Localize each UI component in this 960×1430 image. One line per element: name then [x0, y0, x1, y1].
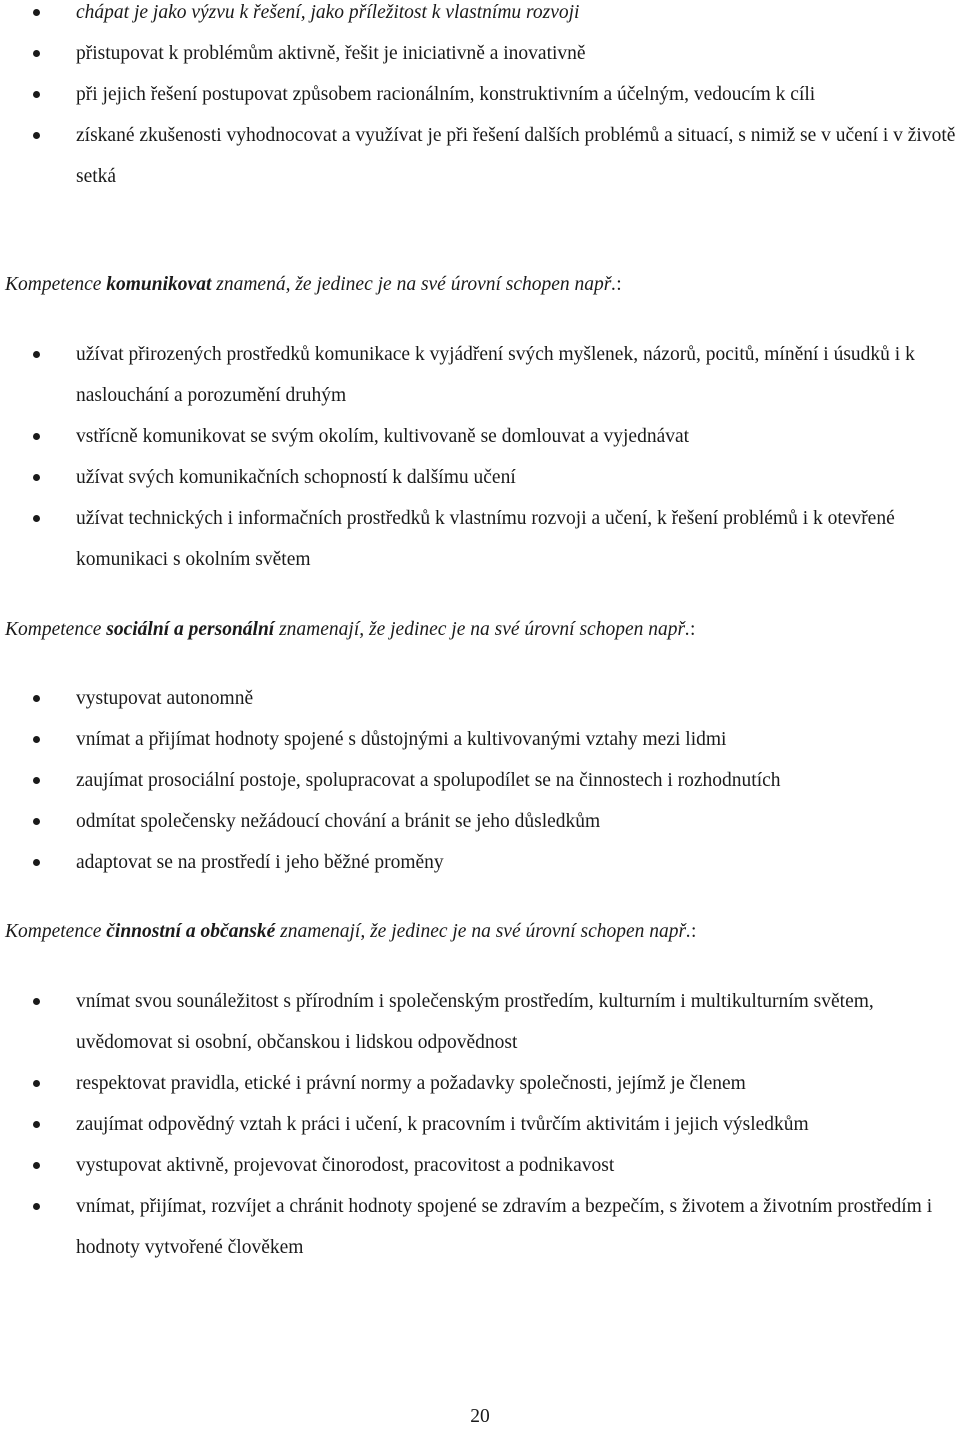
- list-item: [0, 1063, 960, 1104]
- list-item: [0, 1186, 960, 1268]
- civic-list: [0, 981, 960, 1268]
- bullet-icon: [33, 351, 40, 358]
- list-item-text: vystupovat aktivně, projevovat činorodost, pracovitost a podnikavost: [76, 1155, 615, 1176]
- section-heading-civic: [5, 917, 955, 947]
- list-item-text: vystupovat autonomně: [76, 688, 254, 709]
- bullet-icon: [33, 736, 40, 743]
- heading-keyword: činnostní a občanské: [106, 921, 276, 942]
- bullet-icon: [33, 859, 40, 866]
- bullet-icon: [33, 1203, 40, 1210]
- list-item: [0, 760, 960, 801]
- list-item-text: chápat je jako výzvu k řešení, jako příležitost k vlastnímu rozvoji: [76, 2, 580, 23]
- list-item: [0, 842, 960, 883]
- heading-suffix: znamenají, že jedinec je na své úrovní schopen např.: [274, 619, 690, 640]
- list-item-text: vnímat svou sounáležitost s přírodním i společenským prostředím, kulturním i multikulturním světem, uvědomovat si osobní, občanskou i lidskou odpovědnost: [76, 991, 874, 1053]
- heading-suffix: znamenají, že jedinec je na své úrovní schopen např.: [275, 921, 692, 942]
- heading-prefix: Kompetence: [5, 921, 107, 942]
- section-heading-communication: [5, 270, 955, 300]
- list-item-text: respektovat pravidla, etické i právní normy a požadavky společnosti, jejímž je členem: [76, 1073, 746, 1094]
- list-item: [0, 33, 960, 74]
- bullet-icon: [33, 777, 40, 784]
- problem-solving-list: [0, 0, 960, 197]
- bullet-icon: [33, 132, 40, 139]
- list-item-text: získané zkušenosti vyhodnocovat a využívat je při řešení dalších problémů a situací, s nimiž se v učení i v životě setká: [76, 125, 956, 187]
- list-item: [0, 1145, 960, 1186]
- list-item-text: zaujímat prosociální postoje, spolupracovat a spolupodílet se na činnostech i rozhodnutích: [76, 770, 781, 791]
- heading-keyword: sociální a personální: [106, 619, 275, 640]
- list-item: [0, 1104, 960, 1145]
- list-item-text: užívat svých komunikačních schopností k dalšímu učení: [76, 467, 516, 488]
- heading-prefix: Kompetence: [5, 274, 107, 295]
- bullet-icon: [33, 50, 40, 57]
- heading-prefix: Kompetence: [5, 619, 107, 640]
- heading-keyword: komunikovat: [106, 274, 212, 295]
- bullet-icon: [33, 9, 40, 16]
- list-item-text: adaptovat se na prostředí i jeho běžné proměny: [76, 852, 444, 873]
- list-item: [0, 719, 960, 760]
- bullet-icon: [33, 433, 40, 440]
- page-number: 20: [470, 1406, 490, 1427]
- communication-list: [0, 334, 960, 580]
- bullet-icon: [33, 91, 40, 98]
- list-item: [0, 74, 960, 115]
- list-item: [0, 115, 960, 197]
- heading-suffix: znamená, že jedinec je na své úrovní schopen např.: [211, 274, 617, 295]
- list-item-text: užívat technických i informačních prostředků k vlastnímu rozvoji a učení, k řešení problémů i k otevřené komunikaci s okolním světem: [76, 508, 895, 570]
- list-item-text: přistupovat k problémům aktivně, řešit je iniciativně a inovativně: [76, 43, 586, 64]
- bullet-icon: [33, 818, 40, 825]
- list-item: [0, 801, 960, 842]
- list-item-text: užívat přirozených prostředků komunikace k vyjádření svých myšlenek, názorů, pocitů, mínění i úsudků i k naslouchání a porozumění druhým: [76, 344, 915, 406]
- list-item: [0, 498, 960, 580]
- bullet-icon: [33, 515, 40, 522]
- list-item: [0, 0, 960, 33]
- bullet-icon: [33, 474, 40, 481]
- list-item-text: odmítat společensky nežádoucí chování a bránit se jeho důsledkům: [76, 811, 601, 832]
- bullet-icon: [33, 998, 40, 1005]
- bullet-icon: [33, 695, 40, 702]
- list-item-text: vstřícně komunikovat se svým okolím, kultivovaně se domlouvat a vyjednávat: [76, 426, 690, 447]
- list-item: [0, 678, 960, 719]
- bullet-icon: [33, 1121, 40, 1128]
- heading-colon: :: [616, 274, 622, 295]
- heading-colon: :: [689, 619, 696, 640]
- list-item: [0, 457, 960, 498]
- bullet-icon: [33, 1080, 40, 1087]
- list-item-text: při jejich řešení postupovat způsobem racionálním, konstruktivním a účelným, vedoucím k cíli: [76, 84, 816, 105]
- list-item: [0, 981, 960, 1063]
- social-personal-list: [0, 678, 960, 883]
- list-item-text: zaujímat odpovědný vztah k práci i učení, k pracovním i tvůrčím aktivitám i jejich výsledkům: [76, 1114, 809, 1135]
- list-item-text: vnímat, přijímat, rozvíjet a chránit hodnoty spojené se zdravím a bezpečím, s životem a životním prostředím i hodnoty vytvořené člověkem: [76, 1196, 933, 1258]
- list-item: [0, 416, 960, 457]
- section-heading-social: [5, 615, 955, 645]
- bullet-icon: [33, 1162, 40, 1169]
- heading-colon: :: [691, 921, 697, 942]
- list-item: [0, 334, 960, 416]
- list-item-text: vnímat a přijímat hodnoty spojené s důstojnými a kultivovanými vztahy mezi lidmi: [76, 729, 727, 750]
